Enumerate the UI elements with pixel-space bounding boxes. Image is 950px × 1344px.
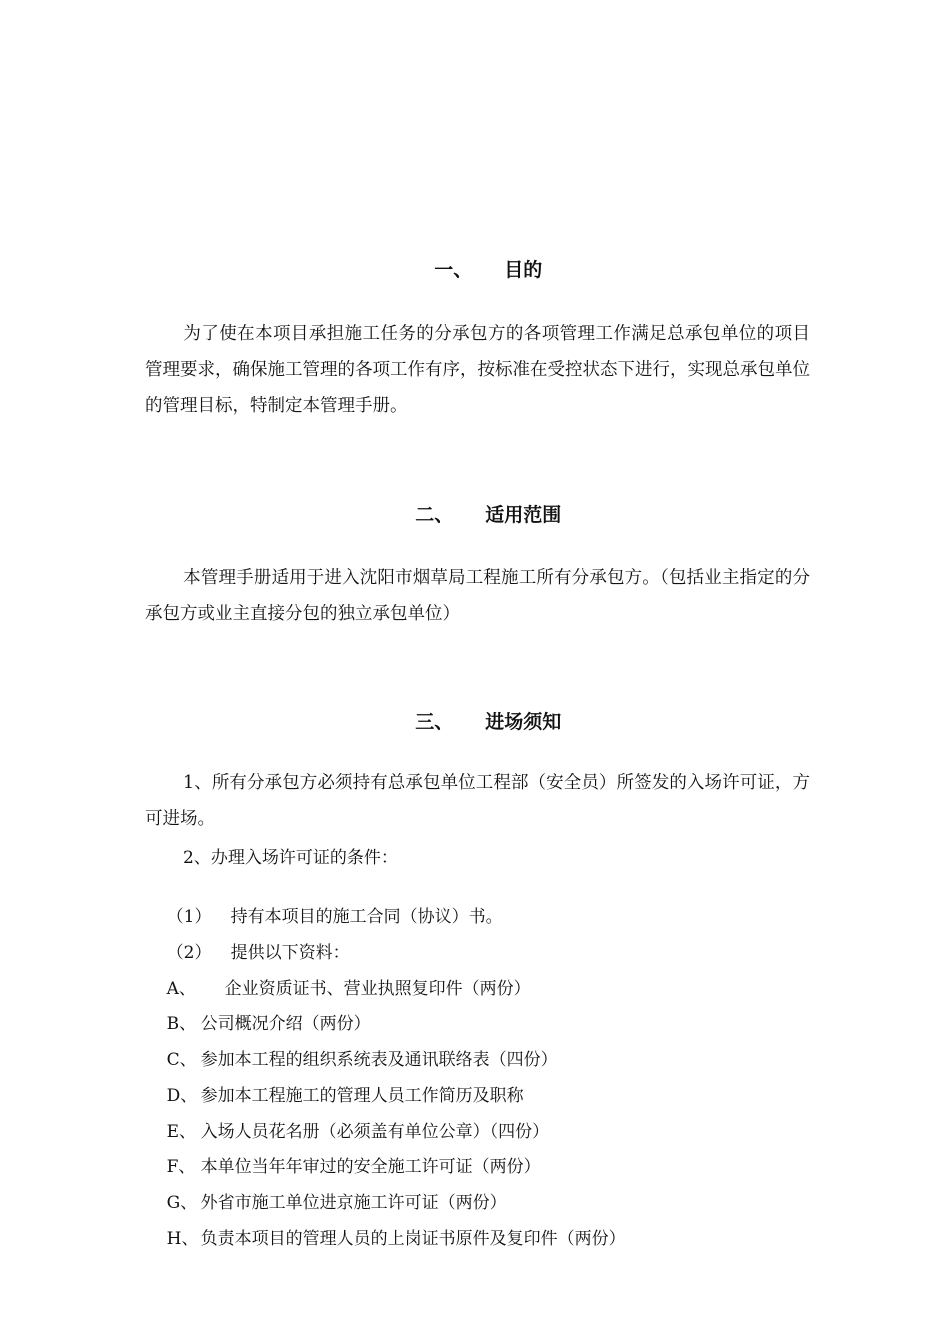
section-title: 进场须知 <box>485 711 562 733</box>
paragraph-text: 为了使在本项目承担施工任务的分承包方的各项管理工作满足总承包单位的项目管理要求，确保施工管理的各项工作有序，按标准在受控状态下进行，实现总承包单位的管理目标，特制定本管理手册。 <box>145 324 810 416</box>
section-paragraph-1 <box>145 316 810 424</box>
section-heading-3 <box>0 686 950 758</box>
section-number: 一、 <box>434 259 473 281</box>
item-text: 负责本项目的管理人员的上岗证书原件及复印件（两份） <box>200 1229 626 1249</box>
paragraph-text: 1、所有分承包方必须持有总承包单位工程部（安全员）所签发的入场许可证，方可进场。 <box>145 773 810 829</box>
item-label: A、 <box>166 979 196 999</box>
section-paragraph-3 <box>145 765 810 837</box>
section-title: 适用范围 <box>485 504 562 526</box>
section-title: 目的 <box>504 259 543 281</box>
item-text: 外省市施工单位进京施工许可证（两份） <box>200 1193 507 1213</box>
item-label: （1） <box>166 907 212 927</box>
item-text: 持有本项目的施工合同（协议）书。 <box>230 907 503 927</box>
item-text: 公司概况介绍（两份） <box>200 1014 371 1034</box>
item-label: E、 <box>166 1122 197 1142</box>
item-label: （2） <box>166 943 212 963</box>
item-label: C、 <box>166 1050 197 1070</box>
item-label: F、 <box>166 1157 196 1177</box>
item-text: 企业资质证书、营业执照复印件（两份） <box>224 979 531 999</box>
section-heading-2 <box>0 479 950 551</box>
item-text: 提供以下资料： <box>230 943 350 963</box>
item-label: G、 <box>166 1193 198 1213</box>
item-text: 参加本工程施工的管理人员工作简历及职称 <box>200 1086 524 1106</box>
item-label: D、 <box>166 1086 198 1106</box>
section-number: 三、 <box>415 711 454 733</box>
paragraph-text: 本管理手册适用于进入沈阳市烟草局工程施工所有分承包方。（包括业主指定的分承包方或业主直接分包的独立承包单位） <box>145 568 810 624</box>
section-paragraph-2 <box>145 560 810 632</box>
conditions-title: 2、办理入场许可证的条件： <box>183 848 398 868</box>
item-text: 本单位当年年审过的安全施工许可证（两份） <box>200 1157 541 1177</box>
item-label: H、 <box>166 1229 199 1249</box>
item-label: B、 <box>166 1014 197 1034</box>
item-text: 入场人员花名册（必须盖有单位公章）（四份） <box>200 1122 550 1142</box>
section-number: 二、 <box>415 504 454 526</box>
item-text: 参加本工程的组织系统表及通讯联络表（四份） <box>200 1050 558 1070</box>
section-heading-1 <box>0 234 950 306</box>
material-item <box>145 1203 626 1275</box>
